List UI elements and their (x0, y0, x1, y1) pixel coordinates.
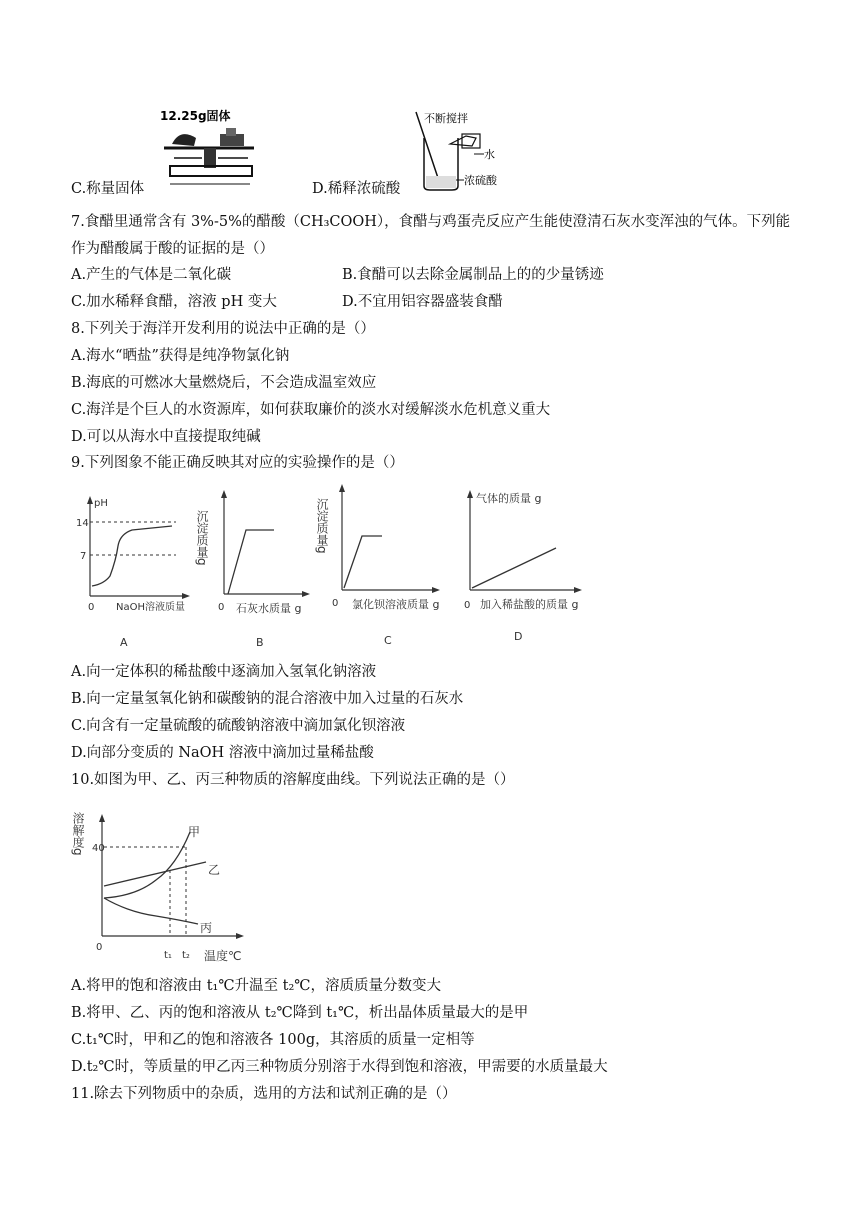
curve-bing (104, 898, 198, 924)
q8-option-b: B.海底的可燃冰大量燃烧后，不会造成温室效应 (71, 375, 377, 391)
graph-c-origin: 0 (332, 598, 339, 609)
water-label: 水 (484, 148, 495, 161)
graph-c-curve (344, 536, 382, 588)
q10-xlabel: 温度℃ (204, 949, 242, 963)
q10-origin: 0 (96, 942, 103, 953)
graph-d-curve (472, 548, 556, 588)
q10-label-jia: 甲 (188, 825, 201, 839)
q6-option-c: C.称量固体 (71, 181, 145, 197)
graph-b-curve (228, 530, 274, 594)
q10-stem: 10.如图为甲、乙、丙三种物质的溶解度曲线。下列说法正确的是（） (71, 772, 515, 788)
graph-c-ylabel: 沉淀质量g (315, 498, 329, 554)
q10-solubility-graph (71, 800, 256, 970)
q10-option-d: D.t₂℃时，等质量的甲乙丙三种物质分别溶于水得到饱和溶液，甲需要的水质量最大 (71, 1059, 608, 1075)
graph-b-xlabel: 石灰水质量 g (236, 602, 302, 615)
graph-a-letter: A (120, 636, 128, 649)
graph-c-letter: C (384, 634, 392, 647)
q10-label-bing: 丙 (200, 921, 213, 935)
q10-option-c: C.t₁℃时，甲和乙的饱和溶液各 100g，其溶质的质量一定相等 (71, 1032, 475, 1048)
q9-graph-c (315, 478, 443, 650)
q9-graph-d (458, 482, 588, 650)
q7-option-a: A.产生的气体是二氧化碳 (71, 267, 232, 283)
stirring-label: 不断搅拌 (424, 112, 468, 125)
graph-a-curve (92, 526, 172, 586)
q7-option-d: D.不宜用铝容器盛装食醋 (342, 294, 503, 310)
q9-option-b: B.向一定量氢氧化钠和碳酸钠的混合溶液中加入过量的石灰水 (71, 691, 464, 707)
graph-a-xlabel: NaOH溶液质量 (116, 602, 185, 613)
q10-option-a: A.将甲的饱和溶液由 t₁℃升温至 t₂℃，溶质质量分数变大 (71, 978, 442, 994)
graph-b-ylabel: 沉淀质量g (195, 510, 209, 566)
graph-a-ylabel: pH (94, 498, 108, 509)
graph-a-origin: 0 (88, 602, 95, 613)
q9-option-a: A.向一定体积的稀盐酸中逐滴加入氢氧化钠溶液 (71, 664, 377, 680)
q9-stem: 9.下列图象不能正确反映其对应的实验操作的是（） (71, 455, 404, 471)
balance-label: 12.25g固体 (160, 109, 231, 123)
q8-option-d: D.可以从海水中直接提取纯碱 (71, 429, 261, 445)
q8-stem: 8.下列关于海洋开发利用的说法中正确的是（） (71, 321, 375, 337)
q7-stem-line1: 7.食醋里通常含有 3%-5%的醋酸（CH₃COOH），食醋与鸡蛋壳反应产生能使澄清石灰水变浑浊的气体。下列能 (71, 214, 791, 230)
curve-yi (104, 862, 206, 886)
graph-d-origin: 0 (464, 600, 471, 611)
graph-d-xlabel: 加入稀盐酸的质量 g (480, 598, 579, 611)
q10-t1: t₁ (164, 950, 172, 961)
q8-option-c: C.海洋是个巨人的水资源库，如何获取廉价的淡水对缓解淡水危机意义重大 (71, 402, 551, 418)
q11-stem: 11.除去下列物质中的杂质，选用的方法和试剂正确的是（） (71, 1086, 457, 1102)
graph-d-ylabel: 气体的质量 g (476, 492, 542, 505)
graph-b-letter: B (256, 636, 264, 649)
acid-label: 浓硫酸 (464, 174, 497, 187)
graph-b-origin: 0 (218, 602, 225, 613)
q9-graph-b (196, 480, 316, 650)
dilution-figure (410, 110, 510, 194)
q9-option-d: D.向部分变质的 NaOH 溶液中滴加过量稀盐酸 (71, 745, 374, 761)
graph-c-xlabel: 氯化钡溶液质量 g (352, 598, 440, 611)
q10-option-b: B.将甲、乙、丙的饱和溶液从 t₂℃降到 t₁℃，析出晶体质量最大的是甲 (71, 1005, 529, 1021)
q6-option-d: D.稀释浓硫酸 (312, 181, 401, 197)
graph-a-ytick-14: 14 (76, 518, 89, 529)
q8-option-a: A.海水“晒盐”获得是纯净物氯化钠 (71, 348, 290, 364)
q7-stem-line2: 作为醋酸属于酸的证据的是（） (71, 241, 274, 257)
q7-option-c: C.加水稀释食醋，溶液 pH 变大 (71, 294, 277, 310)
q9-graph-a (72, 490, 192, 650)
q10-ytick-40: 40 (92, 843, 105, 854)
q10-t2: t₂ (182, 950, 190, 961)
q10-label-yi: 乙 (208, 863, 221, 877)
q10-ylabel: 溶解度g (71, 812, 85, 856)
q7-option-b: B.食醋可以去除金属制品上的的少量锈迹 (342, 267, 604, 283)
graph-a-ytick-7: 7 (80, 551, 87, 562)
balance-figure (150, 104, 270, 190)
q9-option-c: C.向含有一定量硫酸的硫酸钠溶液中滴加氯化钡溶液 (71, 718, 406, 734)
graph-d-letter: D (514, 630, 523, 643)
curve-jia (104, 832, 190, 898)
